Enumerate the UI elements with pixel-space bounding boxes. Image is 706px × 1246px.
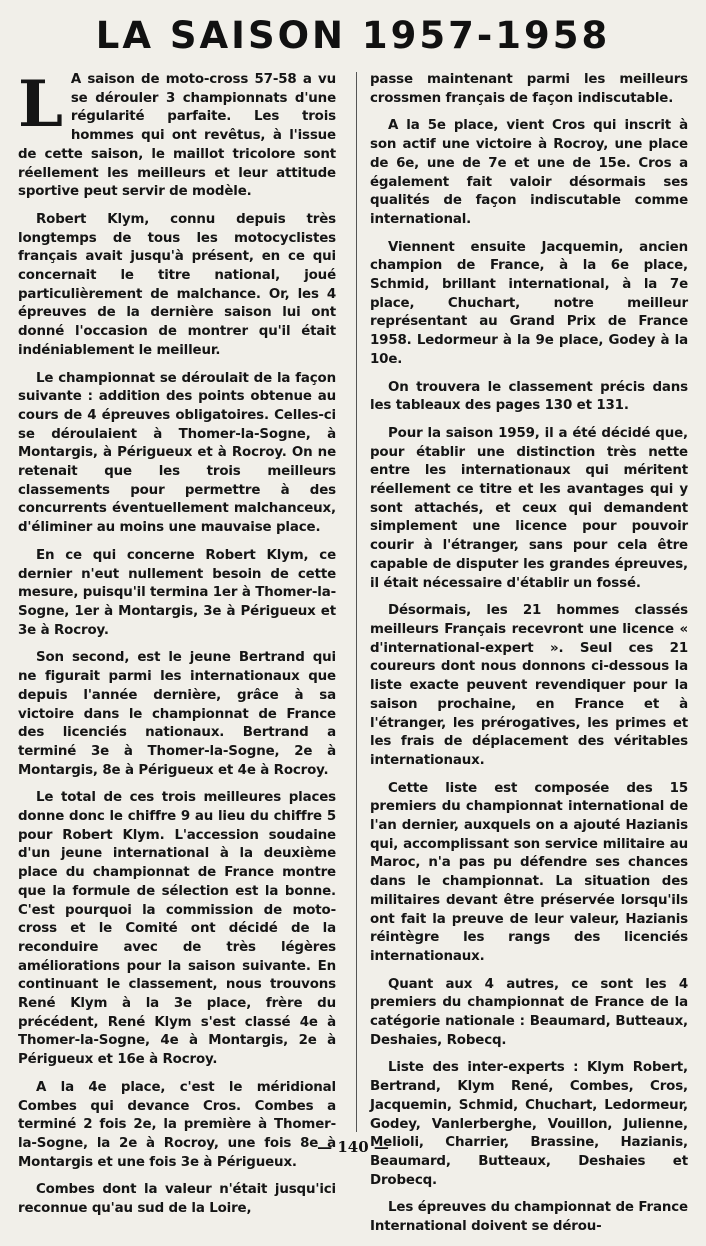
paragraph: Combes dont la valeur n'était jusqu'ici reconnue qu'au sud de la Loire,: [18, 1182, 336, 1217]
page-title: LA SAISON 1957-1958: [95, 14, 611, 57]
paragraph: Viennent ensuite Jacquemin, ancien champion de France, à la 6e place, Schmid, brillant international, à la 7e place, Chuchart, notre meilleur représentant au Grand Prix de France 1958. Ledormeur à la 9e place, Godey à la 10e.: [370, 239, 688, 367]
paragraph: A la 5e place, vient Cros qui inscrit à son actif une victoire à Rocroy, une place de 6e, une de 7e et une de 15e. Cros a également fait valoir désormais ses qualités de façon indiscutable comme international.: [370, 118, 688, 227]
paragraph: Les épreuves du championnat de France International doivent se dérou-: [370, 1200, 688, 1235]
paragraph: On trouvera le classement précis dans les tableaux des pages 130 et 131.: [370, 379, 688, 414]
paragraph: Liste des inter-experts : Klym Robert, Bertrand, Klym René, Combes, Cros, Jacquemin, Schmid, Chuchart, Ledormeur, Godey, Vanlerberghe, Vouillon, Julienne, Melioli, Charrier, Brassine, Hazianis, Beaumard, Butteaux, Deshaies et Drobecq.: [370, 1060, 688, 1188]
paragraph: Son second, est le jeune Bertrand qui ne figurait parmi les internationaux que depuis l'année dernière, grâce à sa victoire dans le championnat de France des licenciés nationaux. Bertrand a terminé 3e à Thomer-la-Sogne, 2e à Montargis, 8e à Périgueux et 4e à Rocroy.: [18, 650, 336, 778]
right-column: [370, 71, 688, 1246]
paragraph: Cette liste est composée des 15 premiers du championnat international de l'an dernier, auxquels on a ajouté Hazianis qui, accomplissant son service militaire au Maroc, n'a pas pu défendre ses chances dans le championnat. La situation des militaires devant être préservée lorsqu'ils ont fait la preuve de leur valeur, Hazianis réintègre les rangs des licenciés internationaux.: [370, 780, 688, 964]
paragraph: Robert Klym, connu depuis très longtemps de tous les motocyclistes français avait jusqu'à présent, en ce qui concernait le titre national, joué particulièrement de malchance. Or, les 4 épreuves de la dernière saison lui ont donné l'occasion de montrer qu'il était indéniablement le meilleur.: [18, 211, 336, 358]
column-divider: [356, 72, 357, 1132]
paragraph: Quant aux 4 autres, ce sont les 4 premiers du championnat de France de la catégorie nationale : Beaumard, Butteaux, Deshaies, Robecq.: [370, 976, 688, 1048]
paragraph: Pour la saison 1959, il a été décidé que, pour établir une distinction très nette entre les internationaux qui méritent réellement ce titre et les avantages qui y sont attachés, et ceux qui demandent simplement une licence pour pouvoir courir à l'étranger, sans pour cela être capable de disputer les grandes épreuves, il était nécessaire d'établir un fossé.: [370, 425, 688, 591]
paragraph-1-text: A saison de moto-cross 57-58 a vu se dérouler 3 championnats d'une régularité parfaite. Les trois hommes qui ont revêtus, à l'issue de cette saison, le maillot tricolore sont réellement les meilleurs et leur attitude sportive peut servir de modèle.: [18, 72, 336, 200]
page-number: — 140 —: [317, 1138, 389, 1156]
paragraph: A la 4e place, c'est le méridional Combes qui devance Cros. Combes a terminé 2 fois 2e, la première à Thomer-la-Sogne, la 2e à Rocroy, une fois 8e à Montargis et une fois 3e à Périgueux.: [18, 1079, 336, 1170]
left-column: [18, 67, 336, 1228]
paragraph: Désormais, les 21 hommes classés meilleurs Français recevront une licence « d'international-expert ». Seul ces 21 coureurs dont nous donnons ci-dessous la liste exacte peuvent revendiquer pour la saison prochaine, en France et à l'étranger, les prérogatives, les primes et les frais de déplacement des véritables internationaux.: [370, 603, 688, 768]
paragraph: En ce qui concerne Robert Klym, ce dernier n'eut nullement besoin de cette mesure, puisqu'il termina 1er à Thomer-la-Sogne, 1er à Montargis, 3e à Périgueux et 3e à Rocroy.: [18, 547, 336, 638]
drop-cap: L: [18, 67, 63, 142]
paragraph: Le championnat se déroulait de la façon suivante : addition des points obtenue au cours de 4 épreuves obligatoires. Celles-ci se déroulaient à Thomer-la-Sogne, à Montargis, à Périgueux et à Rocroy. On ne retenait que les trois meilleurs classements pour permettre à des concurrents éventuellement malchanceux, d'éliminer au moins une mauvaise place.: [18, 370, 336, 536]
paragraph: Le total de ces trois meilleures places donne donc le chiffre 9 au lieu du chiffre 5 pour Robert Klym. L'accession soudaine d'un jeune international à la deuxième place du championnat de France montre que la formule de sélection est la bonne. C'est pourquoi la commission de moto-cross et le Comité ont décidé de la reconduire avec de très légères améliorations pour la saison suivante. En continuant le classement, nous trouvons René Klym à la 3e place, frère du précédent, René Klym s'est classé 4e à Thomer-la-Sogne, 4e à Montargis, 2e à Périgueux et 16e à Rocroy.: [18, 790, 336, 1068]
paragraph-1: [18, 67, 336, 202]
paragraph: passe maintenant parmi les meilleurs crossmen français de façon indiscutable.: [370, 72, 688, 106]
